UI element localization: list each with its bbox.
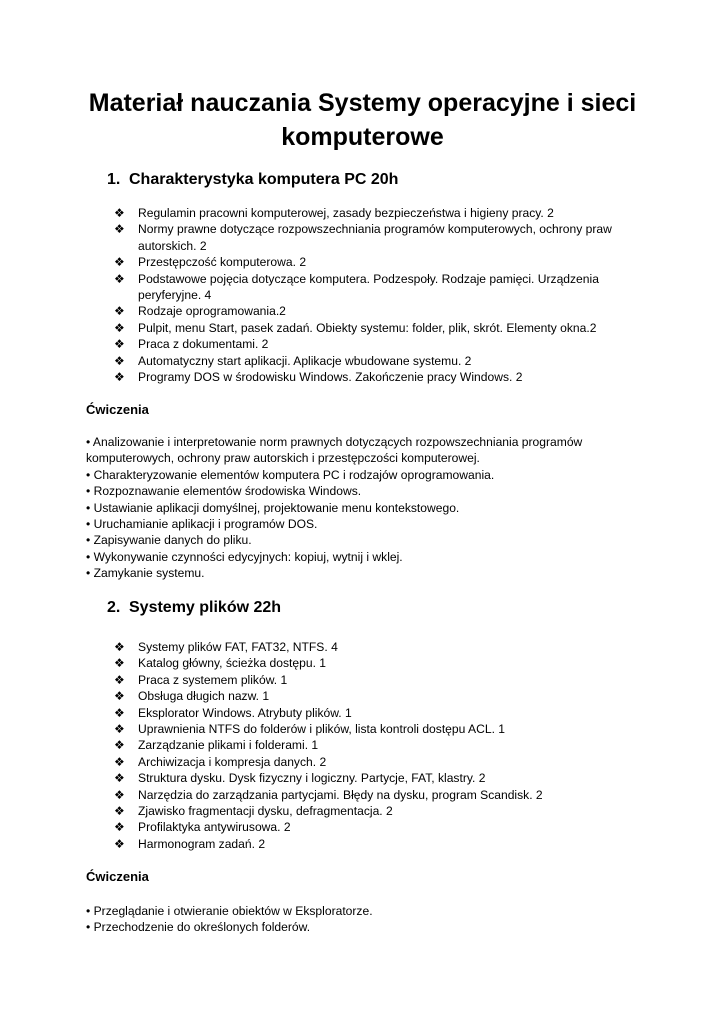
list-item <box>114 672 634 688</box>
list-item-text: Praca z dokumentami. 2 <box>138 337 269 352</box>
list-item: • Wykonywanie czynności edycyjnych: kopiuj, wytnij i wklej. <box>86 549 403 564</box>
page-title <box>80 86 645 154</box>
list-item-text: Programy DOS w środowisku Windows. Zakończenie pracy Windows. 2 <box>138 370 523 385</box>
list-item <box>114 655 634 671</box>
list-item <box>114 353 634 369</box>
section-2-topic-list <box>114 639 634 852</box>
section-2-heading <box>107 598 281 618</box>
list-item-text: Regulamin pracowni komputerowej, zasady bezpieczeństwa i higieny pracy. 2 <box>138 206 554 220</box>
list-item-text: Zjawisko fragmentacji dysku, defragmentacja. 2 <box>138 804 393 819</box>
list-item <box>114 721 634 737</box>
list-item <box>114 639 634 655</box>
list-item: • Przechodzenie do określonych folderów. <box>86 920 311 935</box>
diamond-bullet-icon: ❖ <box>114 836 125 851</box>
section-1-heading <box>107 170 398 190</box>
list-item <box>114 221 634 254</box>
list-item <box>114 254 634 270</box>
list-item: • Ustawianie aplikacji domyślnej, projektowanie menu kontekstowego. <box>86 500 460 515</box>
diamond-bullet-icon: ❖ <box>114 820 125 835</box>
list-item-text: Obsługa długich nazw. 1 <box>138 689 270 704</box>
diamond-bullet-icon: ❖ <box>114 722 125 737</box>
diamond-bullet-icon: ❖ <box>114 656 125 671</box>
list-item-text: Narzędzia do zarządzania partycjami. Błędy na dysku, program Scandisk. 2 <box>138 787 543 802</box>
diamond-bullet-icon: ❖ <box>114 640 125 654</box>
list-item <box>114 787 634 803</box>
diamond-bullet-icon: ❖ <box>114 689 125 704</box>
diamond-bullet-icon: ❖ <box>114 337 125 352</box>
diamond-bullet-icon: ❖ <box>114 222 125 237</box>
list-item: • Analizowanie i interpretowanie norm prawnych dotyczących rozpowszechniania programów komputerowych, ochrony praw autorskich i przestępczości komputerowej. <box>86 435 583 466</box>
section-number: 2. <box>107 599 121 616</box>
diamond-bullet-icon: ❖ <box>114 787 125 802</box>
list-item <box>114 369 634 385</box>
list-item: • Zapisywanie danych do pliku. <box>86 533 252 548</box>
list-item-text: Pulpit, menu Start, pasek zadań. Obiekty systemu: folder, plik, skrót. Elementy okna.2 <box>138 320 597 335</box>
list-item-text: Katalog główny, ścieżka dostępu. 1 <box>138 656 327 671</box>
list-item <box>114 754 634 770</box>
list-item <box>114 688 634 704</box>
diamond-bullet-icon: ❖ <box>114 271 125 286</box>
section-number: 1. <box>107 171 121 188</box>
list-item <box>114 320 634 336</box>
list-item-text: Systemy plików FAT, FAT32, NTFS. 4 <box>138 640 338 654</box>
diamond-bullet-icon: ❖ <box>114 705 125 720</box>
diamond-bullet-icon: ❖ <box>114 738 125 753</box>
section-2-exercise-list <box>86 903 626 936</box>
page-title-line2: komputerowe <box>281 123 444 151</box>
section-1-exercise-list <box>86 434 626 582</box>
list-item-text: Automatyczny start aplikacji. Aplikacje wbudowane systemu. 2 <box>138 353 472 368</box>
list-item: • Charakteryzowanie elementów komputera PC i rodzajów oprogramowania. <box>86 467 495 482</box>
list-item-text: Zarządzanie plikami i folderami. 1 <box>138 738 319 753</box>
diamond-bullet-icon: ❖ <box>114 206 125 220</box>
section-2-exercises-heading: Ćwiczenia <box>86 869 149 884</box>
diamond-bullet-icon: ❖ <box>114 353 125 368</box>
list-item-text: Podstawowe pojęcia dotyczące komputera. Podzespoły. Rodzaje pamięci. Urządzenia peryferyjne. 4 <box>138 271 599 303</box>
section-title: Charakterystyka komputera PC 20h <box>129 171 399 188</box>
list-item-text: Struktura dysku. Dysk fizyczny i logiczny. Partycje, FAT, klastry. 2 <box>138 771 486 786</box>
list-item: • Przeglądanie i otwieranie obiektów w Eksploratorze. <box>86 904 373 918</box>
diamond-bullet-icon: ❖ <box>114 320 125 335</box>
diamond-bullet-icon: ❖ <box>114 771 125 786</box>
list-item-text: Archiwizacja i kompresja danych. 2 <box>138 754 327 769</box>
list-item-text: Uprawnienia NTFS do folderów i plików, lista kontroli dostępu ACL. 1 <box>138 722 506 737</box>
diamond-bullet-icon: ❖ <box>114 255 125 270</box>
list-item <box>114 336 634 352</box>
diamond-bullet-icon: ❖ <box>114 304 125 319</box>
list-item <box>114 303 634 319</box>
list-item <box>114 271 634 304</box>
diamond-bullet-icon: ❖ <box>114 370 125 385</box>
section-1-topic-list <box>114 205 634 385</box>
list-item <box>114 770 634 786</box>
list-item: • Uruchamianie aplikacji i programów DOS. <box>86 517 318 532</box>
list-item-text: Rodzaje oprogramowania.2 <box>138 304 286 319</box>
list-item <box>114 705 634 721</box>
list-item <box>114 819 634 835</box>
section-1-exercises-heading: Ćwiczenia <box>86 402 149 417</box>
list-item-text: Przestępczość komputerowa. 2 <box>138 255 307 270</box>
list-item <box>114 836 634 852</box>
diamond-bullet-icon: ❖ <box>114 754 125 769</box>
list-item <box>114 737 634 753</box>
list-item-text: Profilaktyka antywirusowa. 2 <box>138 820 291 835</box>
list-item <box>114 205 634 221</box>
list-item-text: Harmonogram zadań. 2 <box>138 836 266 851</box>
diamond-bullet-icon: ❖ <box>114 672 125 687</box>
list-item <box>114 803 634 819</box>
section-title: Systemy plików 22h <box>129 599 282 616</box>
diamond-bullet-icon: ❖ <box>114 804 125 819</box>
list-item-text: Praca z systemem plików. 1 <box>138 672 288 687</box>
page-title-line1: Materiał nauczania Systemy operacyjne i sieci <box>88 89 637 117</box>
list-item-text: Normy prawne dotyczące rozpowszechniania programów komputerowych, ochrony praw autorskich. 2 <box>138 222 612 253</box>
list-item-text: Eksplorator Windows. Atrybuty plików. 1 <box>138 705 352 720</box>
list-item: • Rozpoznawanie elementów środowiska Windows. <box>86 484 362 499</box>
list-item: • Zamykanie systemu. <box>86 566 205 581</box>
